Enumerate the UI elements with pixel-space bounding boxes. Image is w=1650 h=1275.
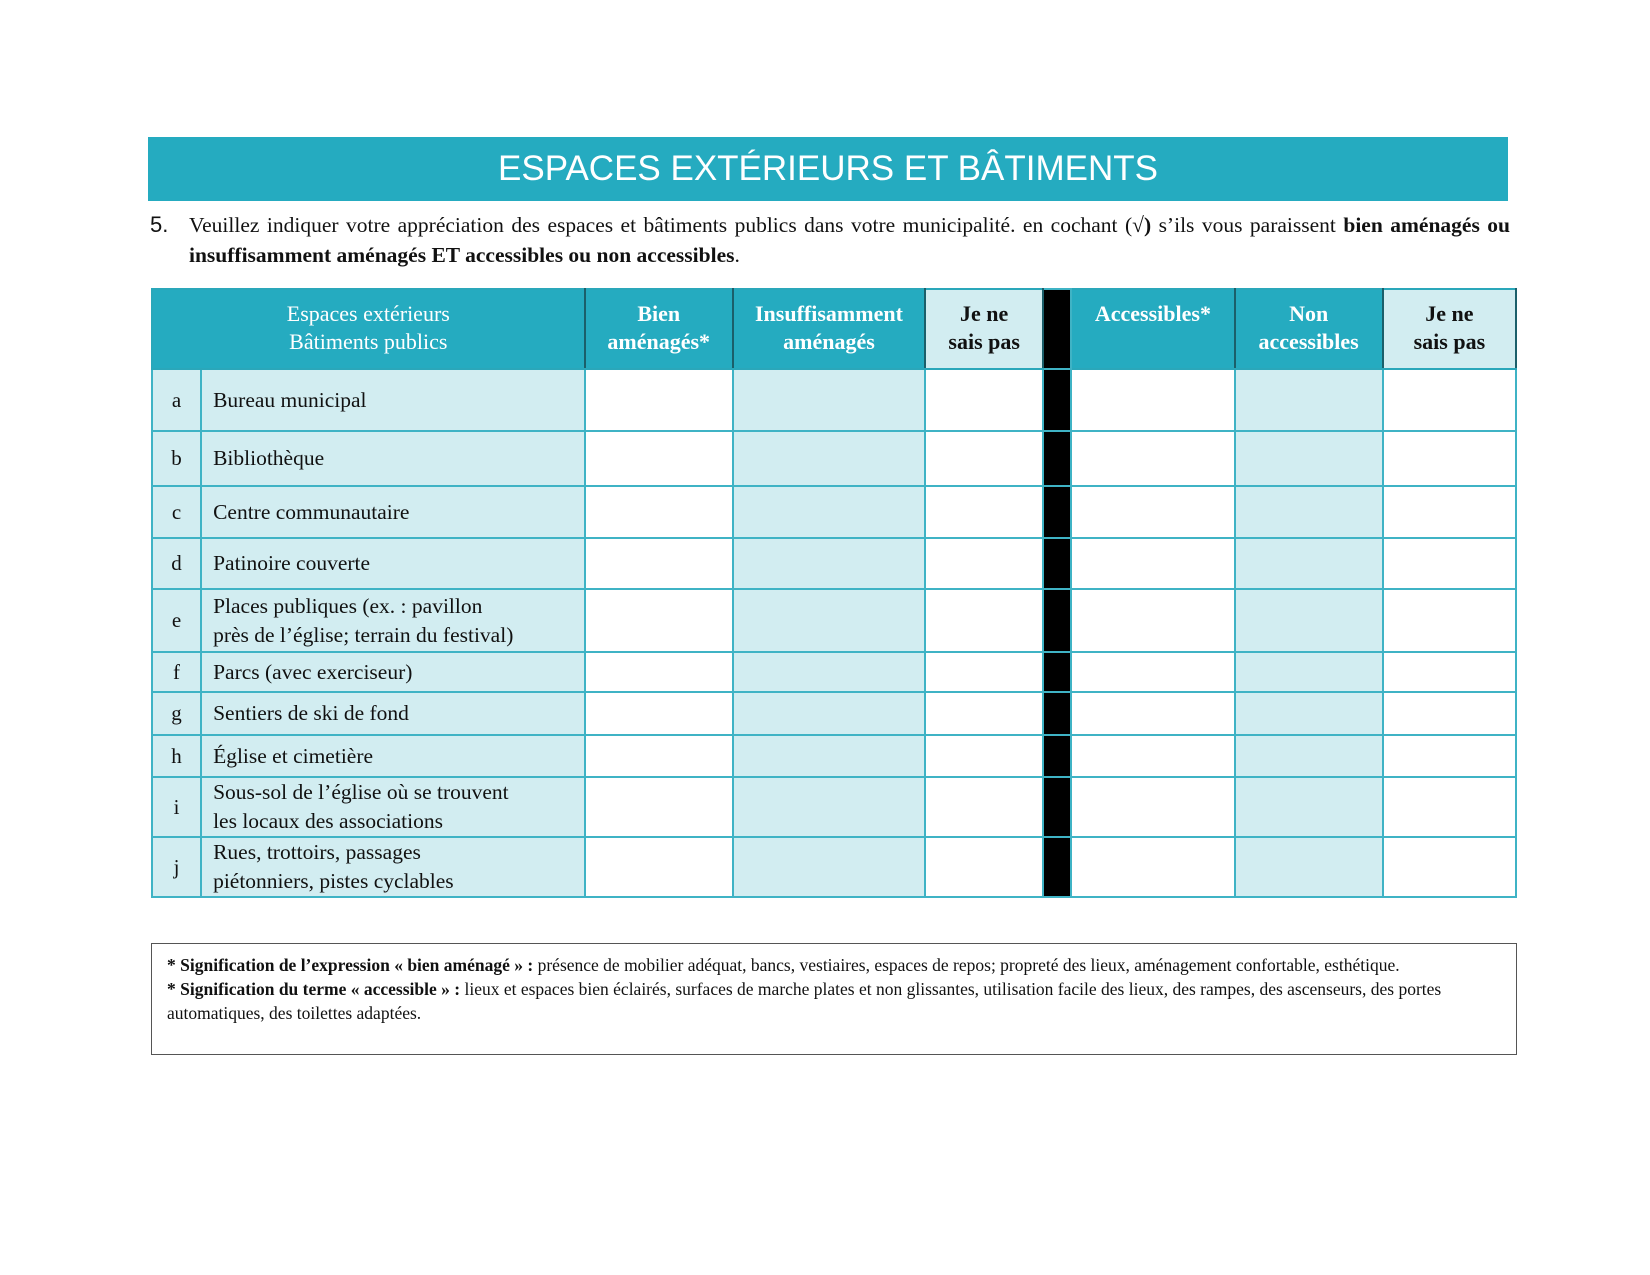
row-label-line: Places publiques (ex. : pavillon [213, 593, 483, 618]
checkbox-bien-amenages[interactable] [585, 486, 733, 538]
table-row [152, 589, 1516, 652]
header-accessibles [1071, 289, 1234, 369]
row-letter: f [152, 652, 201, 692]
definition-term: * Signification de l’expression « bien aménagé » : [167, 955, 534, 975]
checkbox-bien-amenages[interactable] [585, 589, 733, 652]
checkbox-non-accessibles[interactable] [1235, 538, 1383, 589]
checkbox-accessibles[interactable] [1071, 837, 1234, 897]
checkbox-je-ne-sais-pas-amenagement[interactable] [925, 486, 1043, 538]
table-row [152, 369, 1516, 431]
definition-accessible [167, 977, 1501, 1025]
row-label [201, 486, 585, 538]
row-label-line: près de l’église; terrain du festival) [213, 622, 514, 647]
header-je-ne-sais-pas-2 [1383, 289, 1516, 369]
table-row [152, 735, 1516, 777]
row-label-line: Bureau municipal [213, 387, 367, 412]
row-letter: b [152, 431, 201, 486]
row-letter: h [152, 735, 201, 777]
row-label-line: Église et cimetière [213, 743, 374, 768]
column-separator [1043, 652, 1071, 692]
checkbox-bien-amenages[interactable] [585, 369, 733, 431]
row-letter: c [152, 486, 201, 538]
checkbox-non-accessibles[interactable] [1235, 692, 1383, 735]
checkbox-je-ne-sais-pas-accessibilite[interactable] [1383, 692, 1516, 735]
header-text: Insuffisamment [755, 301, 903, 326]
table-row [152, 777, 1516, 837]
checkbox-je-ne-sais-pas-accessibilite[interactable] [1383, 538, 1516, 589]
question-text-end: . [734, 243, 740, 267]
header-place [152, 289, 585, 369]
row-label-line: les locaux des associations [213, 809, 443, 833]
question-text-bold: bien aménagés ou insuffisamment aménagés ET accessibles ou non accessibles [189, 213, 1510, 267]
checkbox-insuffisamment-amenages[interactable] [733, 652, 925, 692]
checkbox-bien-amenages[interactable] [585, 431, 733, 486]
header-text: Non [1289, 301, 1329, 326]
checkbox-bien-amenages[interactable] [585, 652, 733, 692]
header-text: Accessibles* [1094, 301, 1211, 326]
row-label [201, 369, 585, 431]
checkbox-insuffisamment-amenages[interactable] [733, 538, 925, 589]
checkbox-accessibles[interactable] [1071, 652, 1234, 692]
checkbox-accessibles[interactable] [1071, 777, 1234, 837]
question-5 [150, 210, 1510, 270]
row-label [201, 431, 585, 486]
checkbox-non-accessibles[interactable] [1235, 431, 1383, 486]
row-label [201, 538, 585, 589]
row-label [201, 692, 585, 735]
header-text: sais pas [1413, 329, 1486, 354]
section-title: ESPACES EXTÉRIEURS ET BÂTIMENTS [498, 149, 1158, 188]
header-row [152, 289, 1516, 369]
definition-bien-amenage [167, 953, 1501, 977]
check-symbol: √) [1132, 213, 1152, 237]
checkbox-je-ne-sais-pas-accessibilite[interactable] [1383, 837, 1516, 897]
row-label-line: Bibliothèque [213, 446, 325, 470]
checkbox-accessibles[interactable] [1071, 369, 1234, 431]
header-je-ne-sais-pas-1 [925, 289, 1043, 369]
checkbox-insuffisamment-amenages[interactable] [733, 431, 925, 486]
header-bien-amenages [585, 289, 733, 369]
table-row [152, 692, 1516, 735]
checkbox-non-accessibles[interactable] [1235, 777, 1383, 837]
header-text: Espaces extérieurs [286, 301, 450, 326]
checkbox-je-ne-sais-pas-accessibilite[interactable] [1383, 369, 1516, 431]
checkbox-non-accessibles[interactable] [1235, 486, 1383, 538]
question-number: 5. [150, 212, 169, 237]
appreciation-table [151, 288, 1517, 898]
definition-term: * Signification du terme « accessible » : [167, 979, 461, 999]
question-text-part: Veuillez indiquer votre appréciation des espaces et bâtiments publics dans votre municipalité. en cochant ( [189, 213, 1133, 237]
definitions-box [151, 943, 1517, 1055]
column-separator [1043, 431, 1071, 486]
column-separator [1043, 538, 1071, 589]
row-label-line: Rues, trottoirs, passages [213, 840, 421, 864]
column-separator [1043, 777, 1071, 837]
header-text: accessibles [1258, 329, 1359, 354]
row-letter: d [152, 538, 201, 589]
section-banner [148, 137, 1508, 201]
row-label-line: Centre communautaire [213, 499, 410, 524]
row-letter: i [152, 777, 201, 837]
checkbox-non-accessibles[interactable] [1235, 369, 1383, 431]
checkbox-insuffisamment-amenages[interactable] [733, 692, 925, 735]
question-text [189, 210, 1510, 270]
column-separator [1043, 837, 1071, 897]
row-label [201, 589, 585, 652]
checkbox-bien-amenages[interactable] [585, 837, 733, 897]
table-row [152, 431, 1516, 486]
checkbox-accessibles[interactable] [1071, 431, 1234, 486]
column-separator [1043, 692, 1071, 735]
checkbox-non-accessibles[interactable] [1235, 589, 1383, 652]
checkbox-non-accessibles[interactable] [1235, 652, 1383, 692]
checkbox-je-ne-sais-pas-accessibilite[interactable] [1383, 735, 1516, 777]
table-row [152, 652, 1516, 692]
row-letter: g [152, 692, 201, 735]
row-letter: j [152, 837, 201, 897]
row-label-line: Sentiers de ski de fond [213, 701, 409, 725]
checkbox-je-ne-sais-pas-amenagement[interactable] [925, 652, 1043, 692]
table-row [152, 837, 1516, 897]
checkbox-je-ne-sais-pas-amenagement[interactable] [925, 589, 1043, 652]
checkbox-insuffisamment-amenages[interactable] [733, 486, 925, 538]
header-text: aménagés [783, 329, 875, 354]
checkbox-je-ne-sais-pas-amenagement[interactable] [925, 777, 1043, 837]
checkbox-insuffisamment-amenages[interactable] [733, 837, 925, 897]
row-label-line: piétonniers, pistes cyclables [213, 869, 454, 893]
table-row [152, 538, 1516, 589]
checkbox-bien-amenages[interactable] [585, 538, 733, 589]
question-text-part: s’ils vous paraissent [1151, 213, 1344, 237]
checkbox-non-accessibles[interactable] [1235, 837, 1383, 897]
checkbox-accessibles[interactable] [1071, 538, 1234, 589]
checkbox-accessibles[interactable] [1071, 486, 1234, 538]
checkbox-je-ne-sais-pas-accessibilite[interactable] [1383, 652, 1516, 692]
header-text: Je ne [1425, 301, 1474, 326]
row-letter: e [152, 589, 201, 652]
row-label [201, 652, 585, 692]
checkbox-je-ne-sais-pas-accessibilite[interactable] [1383, 431, 1516, 486]
checkbox-accessibles[interactable] [1071, 692, 1234, 735]
checkbox-insuffisamment-amenages[interactable] [733, 735, 925, 777]
definition-text: présence de mobilier adéquat, bancs, vestiaires, espaces de repos; propreté des lieux, aménagement confortable, esthétique. [533, 955, 1400, 975]
column-separator [1043, 589, 1071, 652]
row-label-line: Parcs (avec exerciseur) [213, 659, 413, 684]
checkbox-bien-amenages[interactable] [585, 777, 733, 837]
header-text: Je ne [960, 301, 1009, 326]
checkbox-je-ne-sais-pas-amenagement[interactable] [925, 692, 1043, 735]
checkbox-insuffisamment-amenages[interactable] [733, 777, 925, 837]
checkbox-je-ne-sais-pas-amenagement[interactable] [925, 369, 1043, 431]
checkbox-je-ne-sais-pas-amenagement[interactable] [925, 431, 1043, 486]
header-text: Bâtiments publics [289, 329, 448, 354]
header-text: aménagés* [607, 329, 711, 354]
checkbox-non-accessibles[interactable] [1235, 735, 1383, 777]
column-separator [1043, 369, 1071, 431]
checkbox-je-ne-sais-pas-amenagement[interactable] [925, 538, 1043, 589]
header-text: sais pas [948, 329, 1020, 354]
header-non-accessibles [1235, 289, 1383, 369]
checkbox-insuffisamment-amenages[interactable] [733, 369, 925, 431]
checkbox-je-ne-sais-pas-accessibilite[interactable] [1383, 589, 1516, 652]
row-label-line: Patinoire couverte [213, 551, 371, 575]
header-text: Bien [637, 301, 681, 326]
checkbox-insuffisamment-amenages[interactable] [733, 589, 925, 652]
column-separator [1043, 486, 1071, 538]
row-label [201, 735, 585, 777]
checkbox-je-ne-sais-pas-accessibilite[interactable] [1383, 777, 1516, 837]
header-insuffisamment-amenages [733, 289, 925, 369]
row-letter: a [152, 369, 201, 431]
table-row [152, 486, 1516, 538]
row-label-line: Sous-sol de l’église où se trouvent [213, 780, 509, 804]
definition-text: lieux et espaces bien éclairés, surfaces de marche plates et non glissantes, utilisation facile des lieux, des rampes, des ascenseurs, des portes automatiques, des toilettes adaptées. [167, 979, 1442, 1023]
column-separator [1043, 735, 1071, 777]
column-separator [1043, 289, 1071, 369]
checkbox-accessibles[interactable] [1071, 589, 1234, 652]
checkbox-bien-amenages[interactable] [585, 692, 733, 735]
checkbox-accessibles[interactable] [1071, 735, 1234, 777]
row-label [201, 777, 585, 837]
row-label [201, 837, 585, 897]
checkbox-bien-amenages[interactable] [585, 735, 733, 777]
checkbox-je-ne-sais-pas-accessibilite[interactable] [1383, 486, 1516, 538]
checkbox-je-ne-sais-pas-amenagement[interactable] [925, 735, 1043, 777]
checkbox-je-ne-sais-pas-amenagement[interactable] [925, 837, 1043, 897]
